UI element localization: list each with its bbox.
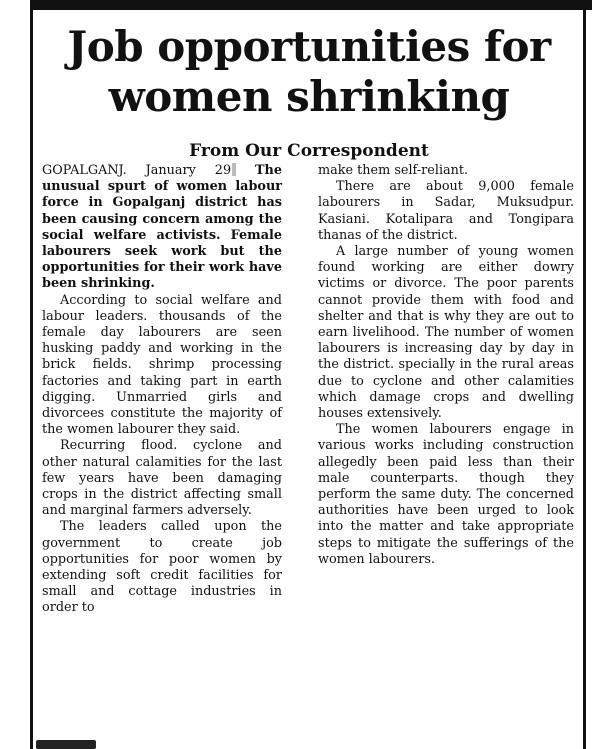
top-rule <box>30 0 592 10</box>
continued-paragraph: make them self-reliant. <box>318 163 469 178</box>
body-paragraph: The women labourers engage in various works including construction allegedly been paid less than their male counterparts. though they perform the same duty. The concerned authorities have been urged to look into the matter and take appropriate steps to mitigate the sufferings of the women labourers. <box>318 422 574 567</box>
body-paragraph: There are about 9,000 female labourers in Sadar, Muksudpur. Kasiani. Kotalipara and Tongipara thanas of the district. <box>318 179 574 243</box>
dateline: GOPALGANJ. January 29 <box>42 163 232 178</box>
body-paragraph: Recurring flood. cyclone and other natural calamities for the last few years have been damaging crops in the district affecting small and marginal farmers adversely. <box>42 438 282 519</box>
byline: From Our Correspondent <box>189 141 429 161</box>
headline: Job opportunities for women shrinking <box>67 22 551 121</box>
next-article-fragment <box>36 740 96 749</box>
right-column <box>318 163 574 568</box>
lead-text: The unusual spurt of women labour force in Gopalganj district has been causing concern among the social welfare activists. Female labourers seek work but the opportunities for their work have been shrinking. <box>42 163 282 292</box>
left-column <box>42 163 282 617</box>
body-paragraph: A large number of young women found working are either dowry victims or divorce. The poor parents cannot provide them with food and shelter and that is why they are out to earn livelihood. The number of women labourers is increasing day by day in the district. specially in the rural areas due to cyclone and other calamities which damage crops and dwelling houses extensively. <box>318 244 574 422</box>
frame-left-rule <box>30 0 33 749</box>
frame-right-rule <box>583 0 586 749</box>
body-paragraph: According to social welfare and labour leaders. thousands of the female day labourers are seen husking paddy and working in the brick fields. shrimp processing factories and taking part in earth digging. Unmarried girls and divorcees constitute the majority of the women labourer they said. <box>42 292 282 438</box>
body-paragraph: The leaders called upon the government to create job opportunities for poor women by extending soft credit facilities for small and cottage industries in order to <box>42 519 282 616</box>
lead-paragraph <box>42 163 282 293</box>
